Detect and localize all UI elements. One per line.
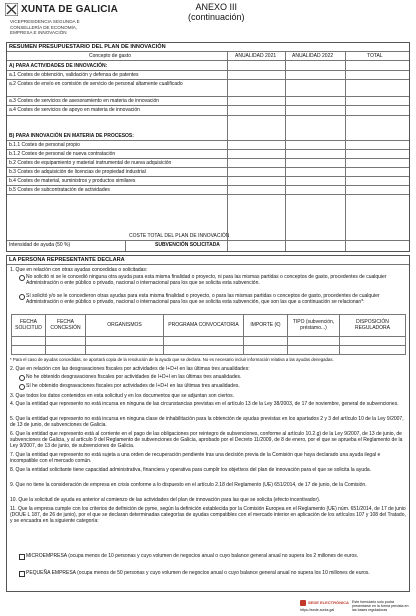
budget-row-b3: b.2 Costes de equipamiento y material instrumental de nueva adquisición — [9, 160, 172, 166]
amount-2021-b1[interactable] — [228, 140, 284, 149]
amount-total-b4[interactable] — [346, 167, 408, 176]
aid-table-cell[interactable] — [340, 337, 406, 346]
sede-label: SEDE ELECTRÓNICA — [308, 600, 349, 605]
declaration-item-8: 8. Que la entidad solicitante tiene capacidad administrativa, financiera y operativa para cumplir los objetivos del plan de innovación para el que se solicita la ayuda. — [10, 467, 372, 473]
aid-table-cell[interactable] — [164, 346, 244, 355]
group-a-label: A) PARA ACTIVIDADES DE INNOVACIÓN: — [9, 63, 108, 69]
amount-total-b3[interactable] — [346, 158, 408, 167]
declaration-item-6: 6. Que la entidad que represento está al corriente en el pago de las obligaciones por reintegro de subvenciones, conforme al artículo 10.2.g) de la Ley 9/2007, de 13 de junio, de subvenciones de Galicia, y al artículo 9 del Reglamento de subvenciones de Galicia, aprobado por el Decreto 11/2009, de 8 de enero, por el que se aprueba el Reglamento de la Ley 9/2007, de 13 de junio, de subvenciones de Galicia. — [10, 431, 403, 449]
amount-2022-a4[interactable] — [286, 105, 344, 115]
aid-table-cell[interactable] — [46, 337, 86, 346]
amount-2021-b6[interactable] — [228, 185, 284, 194]
amount-2021-b4[interactable] — [228, 167, 284, 176]
aid-col-header: FECHA CONCESIÓN — [46, 315, 86, 337]
aid-col-header: FECHA SOLICITUD — [12, 315, 46, 337]
budget-row-b1: b.1.1 Costes de personal propio — [9, 142, 80, 148]
budget-row-b4: b.3 Costes de adquisición de licencias de propiedad industrial — [9, 169, 146, 175]
budget-section — [6, 42, 410, 252]
budget-row-a3: a.3 Costes de servicios de asesoramiento en materia de innovación — [9, 98, 160, 104]
aid-table-cell[interactable] — [164, 337, 244, 346]
total-label: COSTE TOTAL DEL PLAN DE INNOVACIÓN — [129, 233, 230, 239]
item2-yes-text: Sí he obtenido desgravaciones fiscales por actividades de I+D+I en las últimas tres anualidades. — [26, 383, 240, 389]
brand-name: XUNTA DE GALICIA — [21, 4, 119, 15]
item-1: 1. Que en relación con otras ayudas concedidas o solicitadas: — [10, 267, 148, 273]
amount-2022-a3[interactable] — [286, 96, 344, 105]
sede-icon — [300, 600, 306, 606]
amount-2022-b3[interactable] — [286, 158, 344, 167]
declaration-item-4: 4. Que la entidad que represento no está incursa en ninguna de las circunstancias previstas en el artículo 13 de la Ley 38/2003, de 17 de noviembre, general de subvenciones. — [10, 401, 399, 407]
aid-col-header: DISPOSICIÓN REGULADORA — [340, 315, 406, 337]
budget-row-b6: b.5 Costes de subcontratación de actividades — [9, 187, 110, 193]
footnote: * Para el caso de ayudas concedidas, se aportará copia de la resolución de la ayuda que se declara. No es necesario incluir información relativa a las ayudas denegadas. — [10, 357, 334, 362]
item2-no-text: No he obtenido desgravaciones fiscales por actividades de I+D+I en las últimas tres anualidades. — [26, 374, 242, 380]
org-name: VICEPRESIDENCIA SEGUNDA E CONSELLERÍA DE ECONOMÍA, EMPRESA E INNOVACIÓN — [10, 19, 80, 36]
col-concept: Concepto de gasto — [89, 53, 131, 59]
item1-no-radio[interactable] — [19, 275, 25, 281]
amount-total-a4[interactable] — [346, 105, 408, 115]
aid-table-cell[interactable] — [288, 337, 340, 346]
item1-yes-text: Sí solicitó y/o se le concedieron otras ayudas para esta misma finalidad o proyecto, o para las mismas partidas o conceptos de gasto, procedentes de cualquier Administración o ente público o privado, nacional o internacional para los que se solicita esta subvención, que son las que a continuación se relacionan*: — [26, 293, 380, 305]
item1-yes-radio[interactable] — [19, 294, 25, 300]
sede-url: https://sede.xunta.gal — [300, 608, 335, 612]
item-2: 2. Que en relación con las desgravaciones fiscales por actividades de I+D+I en las últimas tres anualidades: — [10, 366, 250, 372]
amount-2022-b6[interactable] — [286, 185, 344, 194]
item2-yes-radio[interactable] — [19, 384, 25, 390]
amount-total-b5[interactable] — [346, 176, 408, 185]
budget-row-b2: b.1.2 Costes de personal de nueva contratación — [9, 151, 116, 157]
amount-total-a1[interactable] — [346, 70, 408, 79]
budget-row-b5: b.4 Costes de material, suministros y productos similares — [9, 178, 136, 184]
budget-row-a2: a.2 Costes de envío en comisión de servicio de personal altamente cualificado — [9, 81, 183, 87]
col-2022: ANUALIDAD 2022 — [292, 53, 334, 59]
page-header — [0, 0, 416, 36]
group-b-label: B) PARA INNOVACIÓN EN MATERIA DE PROCESOS: — [9, 133, 134, 139]
small-text: PEQUEÑA EMPRESA (ocupa menos de 50 personas y cuyo volumen de negocios anual o cuyo balance general anual no supera los 10 millones de euros. — [26, 570, 370, 576]
aid-table-cell[interactable] — [86, 337, 164, 346]
aid-table-cell[interactable] — [288, 346, 340, 355]
declaration-section — [6, 255, 410, 592]
amount-2021-b2[interactable] — [228, 149, 284, 158]
amount-total-b1[interactable] — [346, 140, 408, 149]
xunta-emblem-icon — [5, 3, 18, 16]
annex-title: ANEXO III (continuación) — [188, 2, 245, 22]
amount-2022-b2[interactable] — [286, 149, 344, 158]
aid-table-cell[interactable] — [46, 346, 86, 355]
declaration-item-9: 9. Que no tiene la consideración de empresa en crisis conforme a lo dispuesto en el artículo 2.18 del Reglamento (UE) 651/2014, de 17 de junio, de la Comisión. — [10, 482, 367, 488]
aid-col-header: IMPORTE (€) — [244, 315, 288, 337]
amount-2022-a2[interactable] — [286, 79, 344, 96]
amount-total-a3[interactable] — [346, 96, 408, 105]
declaration-title: LA PERSONA REPRESENTANTE DECLARA — [9, 257, 125, 263]
intensity-label: Intensidad de ayuda (50 %) — [9, 242, 71, 248]
aid-table — [11, 314, 406, 355]
aid-col-header: TIPO (subvención, préstamo...) — [288, 315, 340, 337]
budget-row-a4: a.4 Costes de servicios de apoyo en materia de innovación — [9, 107, 140, 113]
amount-2021-a4[interactable] — [228, 105, 284, 115]
declaration-item-3: 3. Que todos los datos contenidos en esta solicitud y en los documentos que se adjuntan son ciertos. — [10, 393, 235, 399]
budget-title: RESUMEN PRESUPUESTARIO DEL PLAN DE INNOVACIÓN — [9, 44, 166, 50]
declaration-item-7: 7. Que la entidad que represento no está sujeta a una orden de recuperación pendiente tras una decisión previa de la Comisión que haya declarado una ayuda ilegal e incompatible con el mercado común. — [10, 452, 381, 464]
requested-label: SUBVENCIÓN SOLICITADA — [155, 242, 220, 248]
amount-2022-a1[interactable] — [286, 70, 344, 79]
col-total: TOTAL — [367, 53, 383, 59]
amount-2021-b5[interactable] — [228, 176, 284, 185]
aid-col-header: ORGANISMOS — [86, 315, 164, 337]
declaration-item-5: 5. Que la entidad que represento no está incursa en ninguna clase de inhabilitación para la obtención de ayudas previstas en los apartados 2 y 3 del artículo 10 de la Ley 9/2007, de 13 de junio, de subvenciones de Galicia. — [10, 416, 404, 428]
declaration-item-11: 11. Que la empresa cumple con los criterios de definición de pyme, según la definición establecida por la Comisión Europea en el Reglamento (UE) núm. 651/2014, de 17 de junio (DOUE L 187, de 26 de junio), por el que se declaran determinadas categorías de ayudas compatibles con el mercado interior en aplicación de los artículos 107 y 108 del Tratado, y se encuadra en la siguiente categoría: — [10, 506, 406, 524]
aid-table-cell[interactable] — [244, 346, 288, 355]
aid-table-cell[interactable] — [12, 346, 46, 355]
aid-table-cell[interactable] — [244, 337, 288, 346]
item1-no-text: No solicitó ni se le concedió ninguna otra ayuda para esta misma finalidad o proyecto, ni para las mismas partidas o conceptos de gasto, procedentes de cualquier Administración o ente público o privado, nacional o internacional para los que se solicita esta subvención. — [26, 274, 387, 286]
amount-total-b2[interactable] — [346, 149, 408, 158]
amount-2021-b3[interactable] — [228, 158, 284, 167]
col-2021: ANUALIDAD 2021 — [235, 53, 277, 59]
amount-2021-a3[interactable] — [228, 96, 284, 105]
micro-checkbox[interactable] — [19, 554, 25, 560]
aid-col-header: PROGRAMA CONVOCATORIA — [164, 315, 244, 337]
amount-2022-b4[interactable] — [286, 167, 344, 176]
amount-2021-a1[interactable] — [228, 70, 284, 79]
micro-text: MICROEMPRESA (ocupa menos de 10 personas y cuyo volumen de negocios anual o cuyo balance general anual no supera los 2 millones de euros. — [26, 553, 359, 559]
budget-row-a1: a.1 Costes de obtención, validación y defensa de patentes — [9, 72, 139, 78]
declaration-item-10: 10. Que la solicitud de ayuda es anterior al comienzo de las actividades del plan de innovación para las que se solicita (efecto incentivador). — [10, 497, 321, 503]
amount-2022-b1[interactable] — [286, 140, 344, 149]
amount-2022-b5[interactable] — [286, 176, 344, 185]
amount-total-a2[interactable] — [346, 79, 408, 96]
item2-no-radio[interactable] — [19, 375, 25, 381]
amount-2021-a2[interactable] — [228, 79, 284, 96]
aid-table-cell[interactable] — [86, 346, 164, 355]
aid-table-cell[interactable] — [340, 346, 406, 355]
aid-table-cell[interactable] — [12, 337, 46, 346]
footer-note: Este formulario solo podrá presentarse en la forma prevista en las bases reguladoras — [352, 600, 409, 613]
small-checkbox[interactable] — [19, 571, 25, 577]
amount-total-b6[interactable] — [346, 185, 408, 194]
